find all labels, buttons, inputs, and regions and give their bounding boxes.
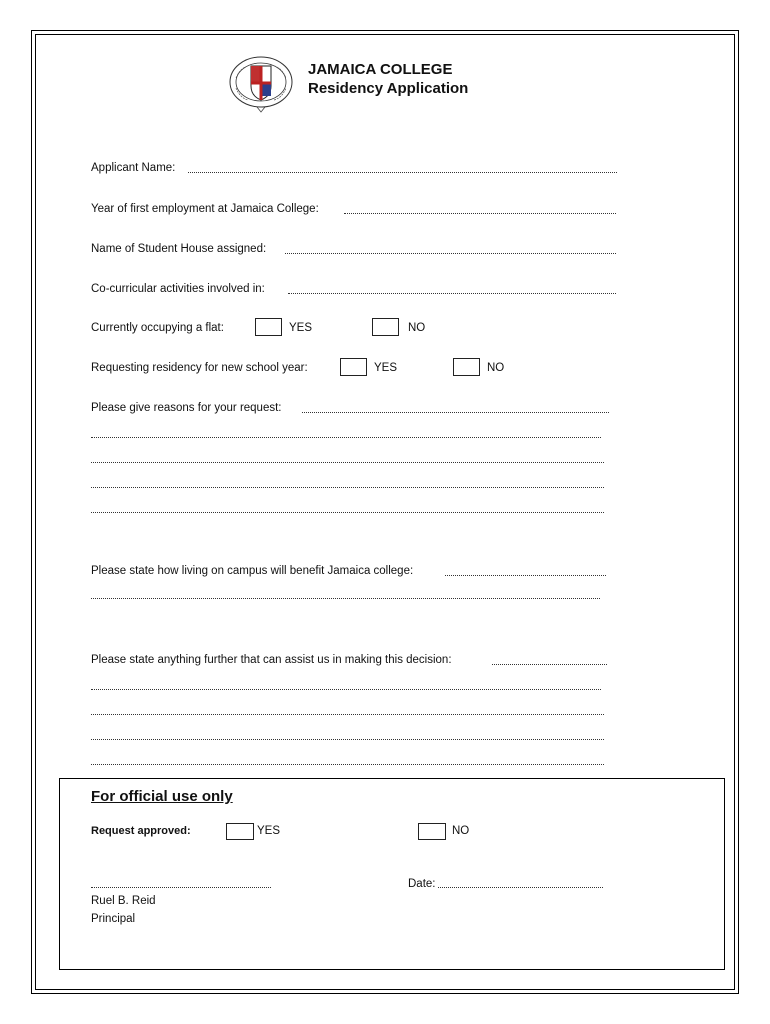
signatory-name: Ruel B. Reid — [91, 895, 156, 907]
further-field-line-3[interactable] — [91, 714, 604, 715]
request-approved-no-checkbox[interactable] — [418, 823, 446, 840]
student-house-label: Name of Student House assigned: — [91, 243, 267, 255]
occupying-flat-no-label: NO — [408, 322, 426, 334]
occupying-flat-no-checkbox[interactable] — [372, 318, 399, 336]
further-field-line-4[interactable] — [91, 739, 604, 740]
request-approved-label: Request approved: — [91, 825, 191, 837]
further-label: Please state anything further that can assist us in making this decision: — [91, 654, 452, 666]
occupying-flat-yes-checkbox[interactable] — [255, 318, 282, 336]
cocurricular-label: Co-curricular activities involved in: — [91, 283, 265, 295]
benefit-field-line-1[interactable] — [445, 575, 606, 576]
signatory-title: Principal — [91, 913, 136, 925]
requesting-residency-no-checkbox[interactable] — [453, 358, 480, 376]
school-name: JAMAICA COLLEGE — [308, 61, 453, 78]
official-use-section — [59, 778, 725, 970]
signature-line[interactable] — [91, 887, 271, 888]
year-employment-field[interactable] — [344, 213, 616, 214]
form-title: Residency Application — [308, 80, 469, 97]
official-use-title: For official use only — [91, 788, 233, 805]
request-approved-yes-checkbox[interactable] — [226, 823, 254, 840]
reasons-field-line-4[interactable] — [91, 487, 604, 488]
reasons-field-line-2[interactable] — [91, 437, 601, 438]
benefit-label: Please state how living on campus will benefit Jamaica college: — [91, 565, 414, 577]
reasons-field-line-5[interactable] — [91, 512, 604, 513]
applicant-name-field[interactable] — [188, 172, 617, 173]
year-employment-label: Year of first employment at Jamaica College: — [91, 203, 319, 215]
school-crest-icon — [228, 54, 294, 114]
reasons-field-line-3[interactable] — [91, 462, 604, 463]
request-approved-yes-label: YES — [257, 825, 281, 837]
request-approved-no-label: NO — [452, 825, 470, 837]
requesting-residency-yes-label: YES — [374, 362, 398, 374]
benefit-field-line-2[interactable] — [91, 598, 600, 599]
date-field[interactable] — [438, 887, 603, 888]
requesting-residency-label: Requesting residency for new school year: — [91, 362, 308, 374]
reasons-field-line-1[interactable] — [302, 412, 609, 413]
date-label: Date: — [408, 878, 436, 890]
further-field-line-1[interactable] — [492, 664, 607, 665]
requesting-residency-yes-checkbox[interactable] — [340, 358, 367, 376]
further-field-line-2[interactable] — [91, 689, 601, 690]
student-house-field[interactable] — [285, 253, 616, 254]
further-field-line-5[interactable] — [91, 764, 604, 765]
occupying-flat-label: Currently occupying a flat: — [91, 322, 224, 334]
cocurricular-field[interactable] — [288, 293, 616, 294]
requesting-residency-no-label: NO — [487, 362, 505, 374]
applicant-name-label: Applicant Name: — [91, 162, 176, 174]
occupying-flat-yes-label: YES — [289, 322, 313, 334]
page-title — [308, 60, 468, 98]
reasons-label: Please give reasons for your request: — [91, 402, 282, 414]
